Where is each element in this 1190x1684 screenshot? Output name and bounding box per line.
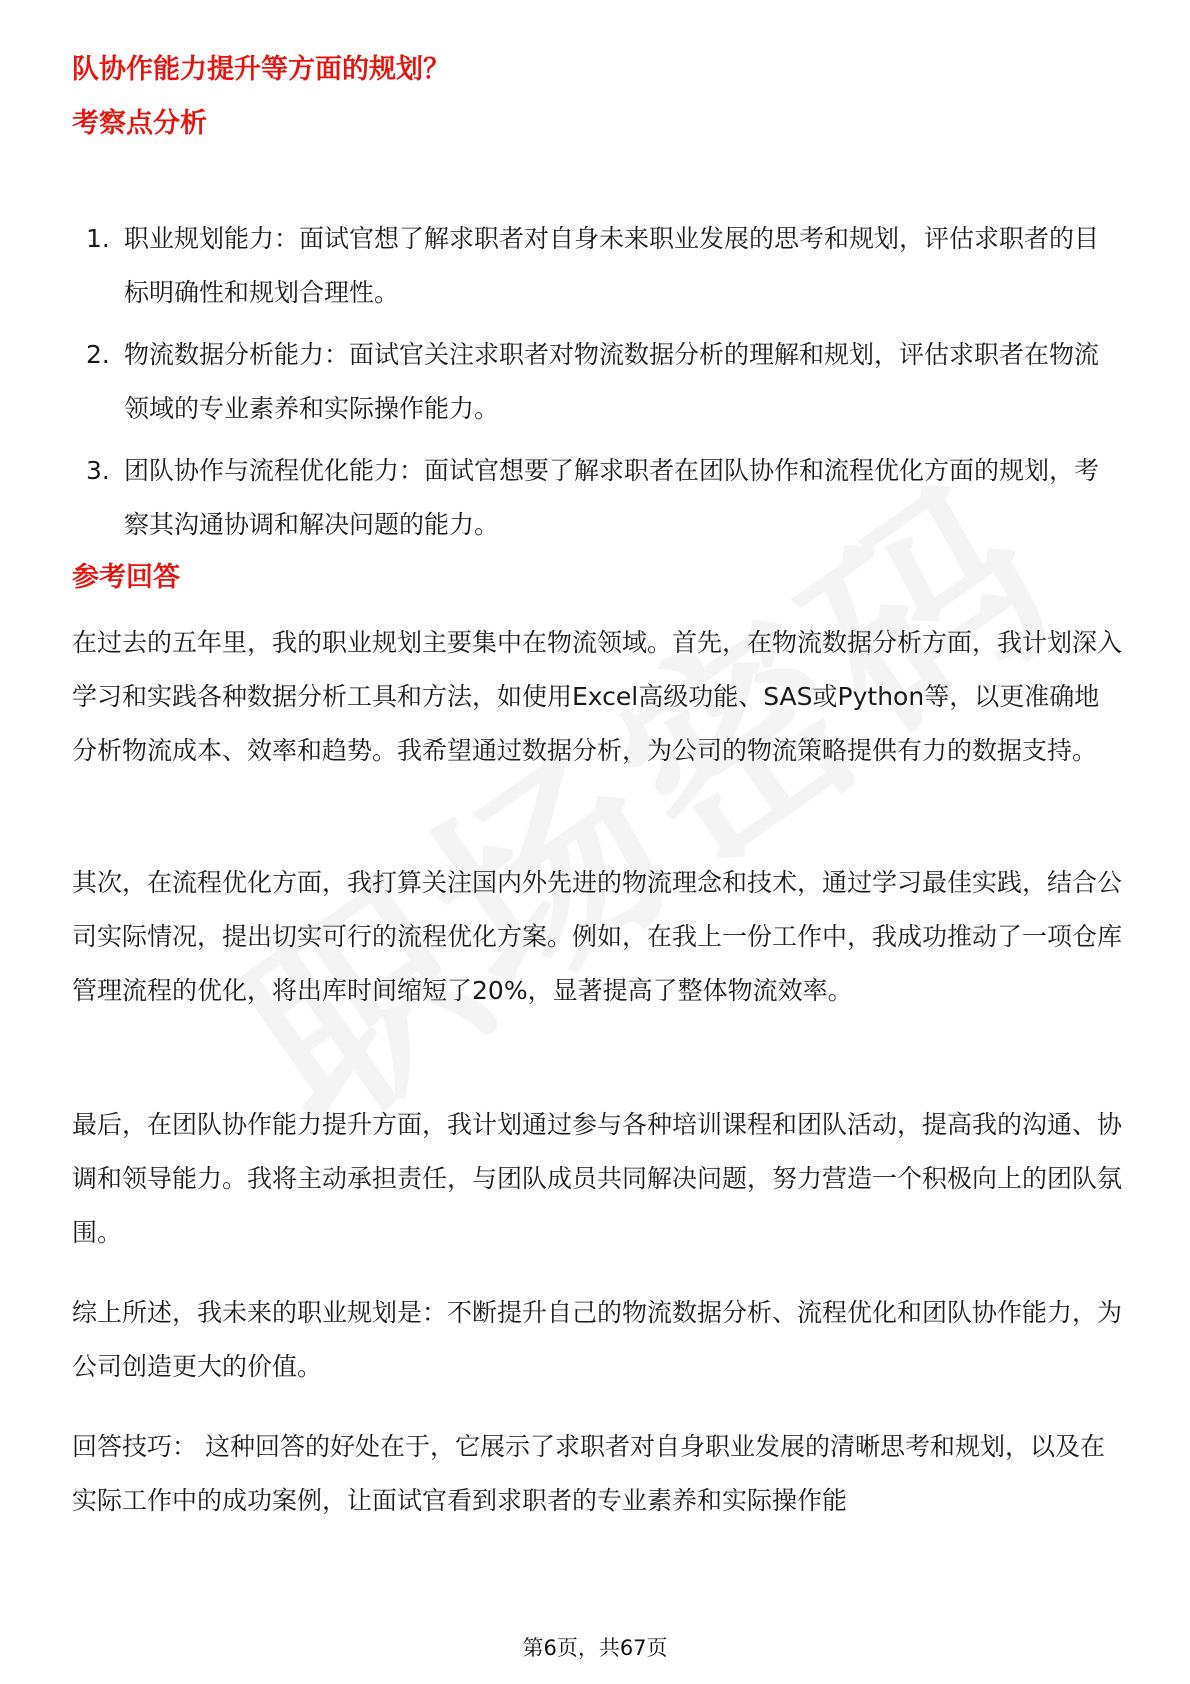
page-number: 第6页，共67页 — [522, 1636, 668, 1660]
page-content — [72, 48, 1123, 1515]
analysis-list — [72, 212, 1122, 560]
answer-tips-paragraph: 回答技巧： 这种回答的好处在于，它展示了求职者对自身职业发展的清晰思考和规划，以及在实际工作中的成功案例，让面试官看到求职者的专业素养和实际操作能 — [72, 1432, 1105, 1515]
list-item-text: 团队协作与流程优化能力：面试官想要了解求职者在团队协作和流程优化方面的规划，考察其沟通协调和解决问题的能力。 — [124, 456, 1100, 539]
list-item — [72, 444, 1122, 552]
list-item-text: 职业规划能力：面试官想了解求职者对自身未来职业发展的思考和规划，评估求职者的目标明确性和规划合理性。 — [124, 224, 1100, 307]
answer-paragraph: 在过去的五年里，我的职业规划主要集中在物流领域。首先，在物流数据分析方面，我计划深入学习和实践各种数据分析工具和方法，如使用Excel高级功能、SAS或Python等，以更准确地分析物流成本、效率和趋势。我希望通过数据分析，为公司的物流策略提供有力的数据支持。 — [72, 628, 1123, 765]
analysis-heading: 考察点分析 — [72, 108, 207, 139]
list-item-number: 1. — [86, 224, 110, 253]
answer-paragraph: 最后，在团队协作能力提升方面，我计划通过参与各种培训课程和团队活动，提高我的沟通、协调和领导能力。我将主动承担责任，与团队成员共同解决问题，努力营造一个积极向上的团队氛围。 — [72, 1110, 1123, 1247]
list-item-number: 2. — [86, 340, 110, 369]
list-item — [72, 328, 1122, 436]
answer-heading: 参考回答 — [72, 562, 180, 593]
list-item — [72, 212, 1122, 320]
answer-paragraph: 综上所述，我未来的职业规划是：不断提升自己的物流数据分析、流程优化和团队协作能力，为公司创造更大的价值。 — [72, 1298, 1123, 1381]
list-item-number: 3. — [86, 456, 110, 485]
list-item-text: 物流数据分析能力：面试官关注求职者对物流数据分析的理解和规划，评估求职者在物流领域的专业素养和实际操作能力。 — [124, 340, 1100, 423]
answer-paragraph: 其次，在流程优化方面，我打算关注国内外先进的物流理念和技术，通过学习最佳实践，结合公司实际情况，提出切实可行的流程优化方案。例如，在我上一份工作中，我成功推动了一项仓库管理流程的优化，将出库时间缩短了20%，显著提高了整体物流效率。 — [72, 868, 1123, 1005]
question-heading: 队协作能力提升等方面的规划？ — [72, 54, 450, 85]
